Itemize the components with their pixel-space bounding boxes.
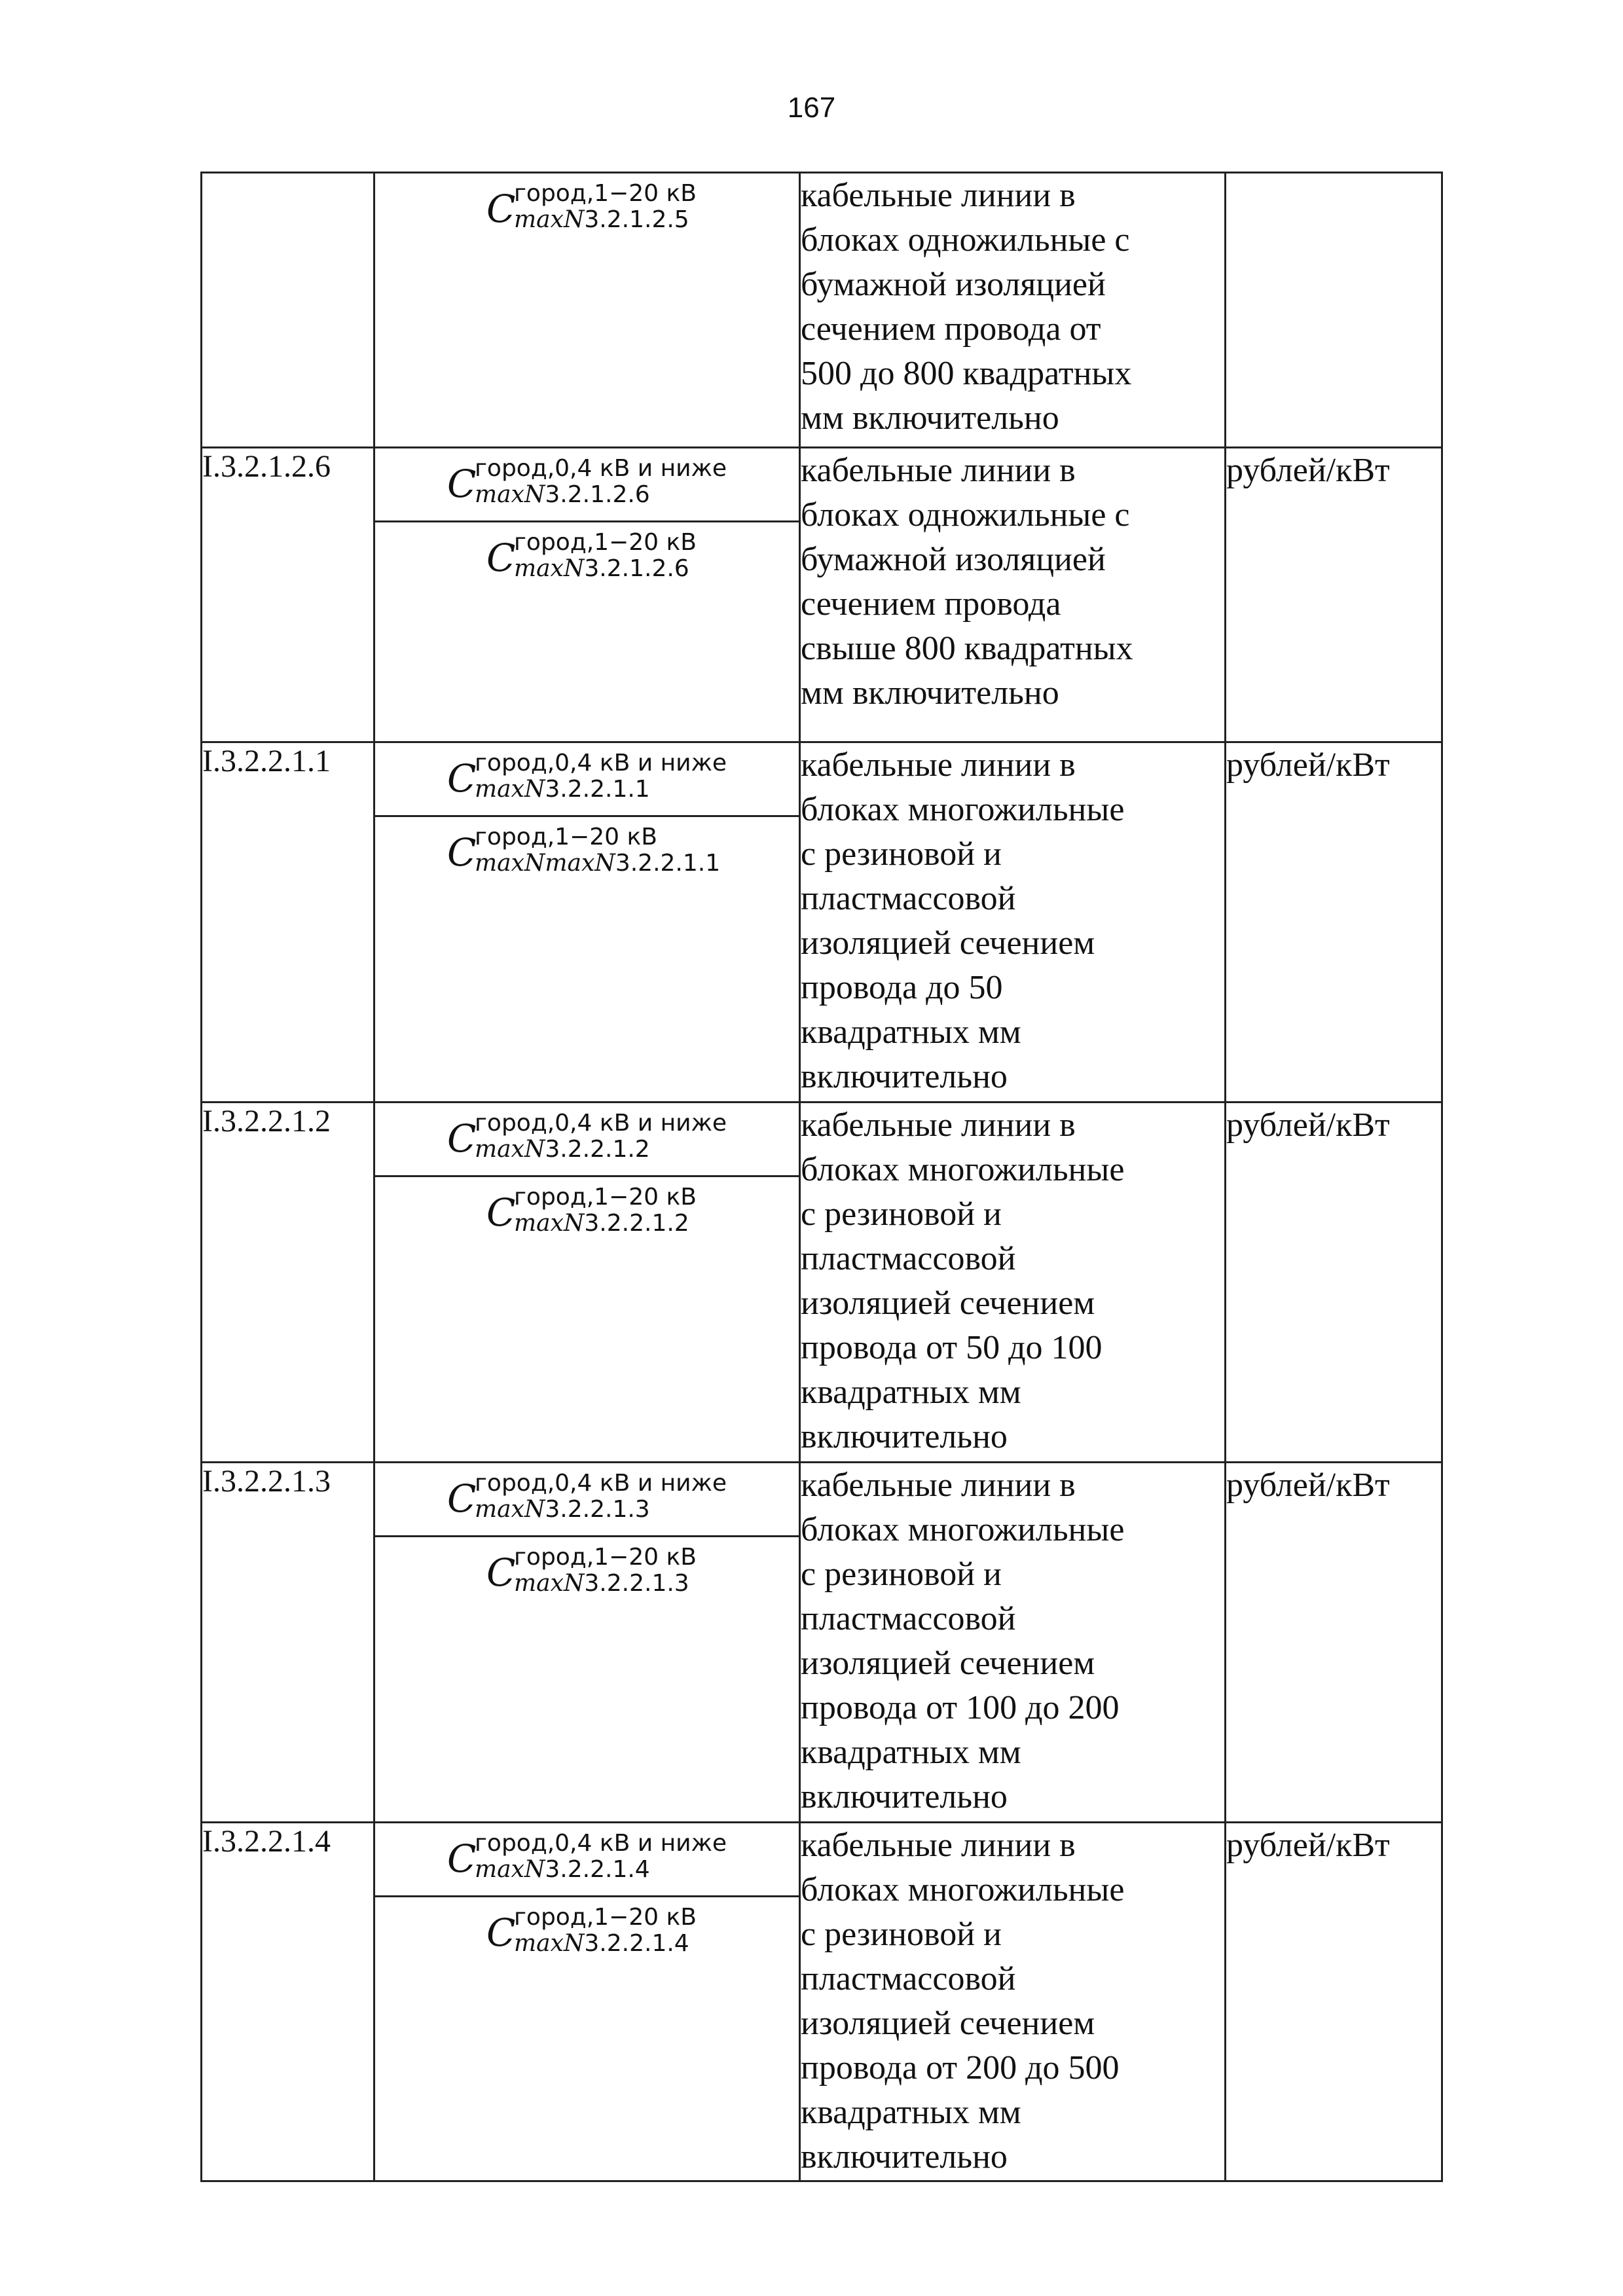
description-line: мм включительно (801, 674, 1059, 712)
description-line: кабельные линии в (801, 1106, 1076, 1144)
formula-superscript: город,0,4 кВ и ниже (475, 1470, 727, 1497)
description-line: с резиновой и (801, 1916, 1002, 1953)
description-line: включительно (801, 2138, 1008, 2176)
formula-subscript-num: 3.2.1.2.6 (584, 555, 689, 582)
formula-subscript-num: 3.2.2.1.2 (545, 1136, 650, 1163)
formula-subscript-var: maxN (475, 776, 545, 803)
description-line: провода от 50 до 100 (801, 1329, 1103, 1366)
description-line: свыше 800 квадратных (801, 630, 1133, 667)
description-line: с резиновой и (801, 1556, 1002, 1593)
formula-subscript-num: 3.2.2.1.3 (545, 1496, 650, 1523)
formula-subscript-var: maxN (475, 1496, 545, 1523)
description-line: квадратных мм (801, 2094, 1021, 2131)
description-line: бумажной изоляцией (801, 266, 1106, 303)
formula-symbol: C (486, 1550, 516, 1595)
description-line: квадратных мм (801, 1013, 1021, 1051)
description-line: сечением провода (801, 585, 1061, 623)
formula-subscript (475, 850, 720, 877)
description-line: пластмассовой (801, 880, 1016, 917)
formula-subscript-num: 3.2.2.1.1 (545, 776, 650, 803)
table-row (202, 742, 1442, 1102)
page-number: 167 (787, 92, 836, 124)
formula-symbol: C (447, 1476, 477, 1521)
row-description (800, 1463, 1226, 1823)
row-code: I.3.2.2.1.2 (202, 1102, 374, 1463)
formula-superscript: город,0,4 кВ и ниже (475, 1110, 727, 1137)
formula-subscript-var: maxN (514, 206, 585, 233)
formula-subscript (475, 481, 650, 508)
formula-subscript-num: 3.2.1.2.5 (584, 206, 689, 233)
formula-subscript-var: maxN (475, 481, 545, 508)
formula-subscript-num: 3.2.2.1.3 (584, 1570, 689, 1597)
description-line: кабельные линии в (801, 452, 1076, 489)
row-unit (1226, 173, 1442, 448)
row-description (800, 1102, 1226, 1463)
row-description (800, 742, 1226, 1102)
formula-superscript: город,1−20 кВ (514, 1184, 697, 1211)
formula-cell (374, 448, 800, 742)
formula-subcell (375, 1897, 799, 1969)
formula-cell (374, 742, 800, 1102)
row-code: I.3.2.1.2.6 (202, 448, 374, 742)
row-unit: рублей/кВт (1226, 1102, 1442, 1463)
formula-superscript: город,1−20 кВ (514, 529, 697, 556)
description-line: провода до 50 (801, 969, 1003, 1006)
description-line: квадратных мм (801, 1734, 1021, 1771)
formula-superscript: город,1−20 кВ (514, 1904, 697, 1931)
formula-subscript-var: maxN (475, 1856, 545, 1883)
formula-subcell (375, 448, 799, 522)
formula-superscript: город,0,4 кВ и ниже (475, 750, 727, 776)
formula-superscript: город,1−20 кВ (514, 180, 697, 207)
description-line: бумажной изоляцией (801, 541, 1106, 578)
formula-subscript (475, 1136, 650, 1163)
formula-subscript-num: 3.2.2.1.4 (584, 1930, 689, 1957)
description-line: блоках многожильные (801, 791, 1125, 828)
formula-superscript: город,0,4 кВ и ниже (475, 455, 727, 482)
tariff-table-body (202, 173, 1442, 2181)
formula-superscript: город,1−20 кВ (514, 1544, 697, 1571)
formula-subscript-var: maxN (475, 1136, 545, 1163)
formula-subscript-num: 3.2.2.1.1 (615, 850, 721, 877)
formula-symbol: C (447, 830, 477, 875)
row-unit: рублей/кВт (1226, 448, 1442, 742)
formula-subscript-num: 3.2.1.2.6 (545, 481, 650, 508)
formula-superscript: город,1−20 кВ (475, 824, 657, 850)
description-line: кабельные линии в (801, 1467, 1076, 1504)
formula-subcell (375, 1537, 799, 1609)
formula-subscript-var: maxN (514, 1930, 585, 1957)
row-unit: рублей/кВт (1226, 742, 1442, 1102)
description-line: кабельные линии в (801, 746, 1076, 784)
formula-subscript-num: 3.2.2.1.2 (584, 1210, 689, 1237)
description-line: блоках многожильные (801, 1151, 1125, 1188)
description-line: кабельные линии в (801, 177, 1076, 214)
table-row (202, 1463, 1442, 1823)
formula-subcell (375, 1823, 799, 1897)
row-description (800, 173, 1226, 448)
formula-subscript-var: maxN (514, 555, 585, 582)
tariff-table (200, 172, 1443, 2182)
formula-subcell (375, 522, 799, 594)
formula-symbol: C (486, 1910, 516, 1955)
description-line: блоках одножильные с (801, 496, 1130, 534)
formula-subscript-var: maxN (514, 1210, 585, 1237)
formula-subscript (514, 206, 689, 233)
formula-symbol: C (447, 1116, 477, 1161)
formula-symbol: C (447, 756, 477, 801)
row-code (202, 173, 374, 448)
formula-superscript: город,0,4 кВ и ниже (475, 1830, 727, 1857)
description-line: включительно (801, 1418, 1008, 1455)
formula-subscript-var: maxN (514, 1570, 585, 1597)
formula-symbol: C (486, 1190, 516, 1235)
row-code: I.3.2.2.1.3 (202, 1463, 374, 1823)
description-line: пластмассовой (801, 1600, 1016, 1637)
description-line: изоляцией сечением (801, 1645, 1095, 1682)
description-line: блоках многожильные (801, 1511, 1125, 1548)
row-code: I.3.2.2.1.4 (202, 1823, 374, 2181)
formula-subscript-num: 3.2.2.1.4 (545, 1856, 650, 1883)
description-line: изоляцией сечением (801, 2005, 1095, 2042)
formula-subscript (475, 1856, 650, 1883)
description-line: блоках многожильные (801, 1871, 1125, 1908)
row-code: I.3.2.2.1.1 (202, 742, 374, 1102)
description-line: сечением провода от (801, 310, 1101, 348)
table-row (202, 448, 1442, 742)
formula-subscript-var: maxNmaxN (475, 850, 615, 877)
formula-subcell (375, 1463, 799, 1537)
description-line: квадратных мм (801, 1374, 1021, 1411)
description-line: кабельные линии в (801, 1827, 1076, 1864)
description-line: провода от 100 до 200 (801, 1689, 1120, 1726)
formula-cell (374, 1102, 800, 1463)
description-line: пластмассовой (801, 1960, 1016, 1997)
description-line: блоках одножильные с (801, 221, 1130, 259)
description-line: включительно (801, 1058, 1008, 1095)
table-row (202, 1823, 1442, 2181)
row-unit: рублей/кВт (1226, 1463, 1442, 1823)
description-line: с резиновой и (801, 1195, 1002, 1233)
formula-subcell (375, 743, 799, 817)
description-line: с резиновой и (801, 835, 1002, 873)
formula-symbol: C (447, 1836, 477, 1881)
row-unit: рублей/кВт (1226, 1823, 1442, 2181)
row-description (800, 1823, 1226, 2181)
description-line: изоляцией сечением (801, 1285, 1095, 1322)
formula-subscript (475, 776, 650, 803)
description-line: изоляцией сечением (801, 924, 1095, 962)
formula-subscript (514, 555, 689, 582)
description-line: включительно (801, 1778, 1008, 1815)
formula-symbol: C (486, 536, 516, 580)
description-line: 500 до 800 квадратных (801, 355, 1132, 392)
row-description (800, 448, 1226, 742)
formula-cell (374, 1463, 800, 1823)
formula-subcell (375, 1103, 799, 1177)
description-line: мм включительно (801, 399, 1059, 437)
formula-subcell (375, 173, 799, 246)
description-line: провода от 200 до 500 (801, 2049, 1120, 2086)
formula-subcell (375, 817, 799, 889)
table-row (202, 1102, 1442, 1463)
formula-cell (374, 173, 800, 448)
table-row (202, 173, 1442, 448)
formula-subscript (514, 1930, 689, 1957)
formula-symbol: C (486, 187, 516, 231)
formula-subscript (514, 1570, 689, 1597)
formula-symbol: C (447, 462, 477, 506)
description-line: пластмассовой (801, 1240, 1016, 1277)
formula-subscript (475, 1496, 650, 1523)
formula-subcell (375, 1177, 799, 1249)
formula-subscript (514, 1210, 689, 1237)
formula-cell (374, 1823, 800, 2181)
